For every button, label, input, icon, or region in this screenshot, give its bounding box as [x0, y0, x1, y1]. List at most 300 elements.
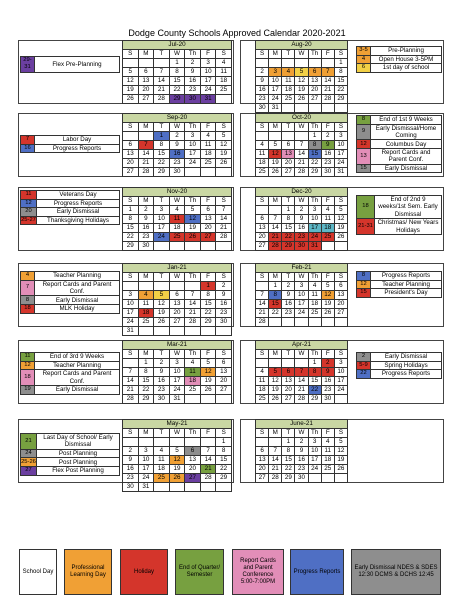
- day-cell: 4: [154, 447, 170, 456]
- day-cell: 13: [256, 456, 269, 465]
- day-cell: 20: [308, 86, 321, 95]
- legend-date: 21-31: [357, 219, 375, 235]
- day-cell: 28: [321, 95, 334, 104]
- legend-date: 25-26: [21, 458, 36, 465]
- day-cell: 13: [216, 368, 232, 377]
- day-cell: 17: [123, 309, 139, 318]
- day-cell: 4: [321, 206, 334, 215]
- day-cell: 7: [216, 206, 232, 215]
- day-cell: 19: [169, 465, 185, 474]
- day-cell: 13: [138, 77, 154, 86]
- day-cell: 27: [216, 386, 232, 395]
- day-cell: [154, 327, 170, 336]
- day-cell: 1: [154, 132, 170, 141]
- key-swatch: School Day: [19, 549, 57, 595]
- day-cell: 9: [216, 291, 232, 300]
- legend-label: Teacher Planning: [35, 361, 120, 370]
- day-cell: 8: [334, 68, 347, 77]
- legend-date: 4: [357, 55, 371, 64]
- day-cell: 15: [334, 77, 347, 86]
- day-cell: 7: [123, 368, 139, 377]
- day-cell: 17: [308, 456, 321, 465]
- day-cell: 10: [334, 368, 347, 377]
- day-cell: 9: [256, 77, 269, 86]
- legend-label: End of 1st 9 Weeks: [371, 116, 442, 125]
- month-name: Apr-21: [256, 341, 348, 350]
- day-cell: [200, 327, 216, 336]
- day-cell: 18: [282, 86, 295, 95]
- day-cell: 10: [123, 300, 139, 309]
- weekday-header: F: [321, 273, 334, 282]
- weekday-header: S: [123, 350, 139, 359]
- weekday-header: S: [334, 123, 347, 132]
- day-cell: [282, 59, 295, 68]
- weekday-header: F: [321, 123, 334, 132]
- day-cell: [308, 474, 321, 483]
- day-cell: 6: [123, 141, 139, 150]
- day-cell: 23: [169, 159, 185, 168]
- weekday-header: Th: [185, 197, 201, 206]
- day-cell: 10: [200, 68, 216, 77]
- day-cell: [169, 483, 185, 492]
- month-calendar: [255, 113, 348, 177]
- weekday-header: M: [269, 429, 282, 438]
- weekday-header: S: [256, 429, 269, 438]
- day-cell: 12: [295, 77, 308, 86]
- day-cell: 8: [169, 68, 185, 77]
- day-cell: 16: [295, 456, 308, 465]
- legend-date: 11: [21, 353, 35, 362]
- weekday-header: W: [295, 350, 308, 359]
- weekday-header: Th: [308, 273, 321, 282]
- legend-table: [356, 46, 442, 73]
- day-cell: 25: [216, 86, 232, 95]
- legend-date: 8: [21, 296, 35, 305]
- day-cell: 15: [282, 456, 295, 465]
- day-cell: [169, 327, 185, 336]
- weekday-header: W: [169, 197, 185, 206]
- day-cell: [138, 327, 154, 336]
- day-cell: 26: [321, 309, 334, 318]
- day-cell: [295, 318, 308, 327]
- day-cell: 5: [321, 282, 334, 291]
- day-cell: 29: [154, 168, 170, 177]
- day-cell: 12: [216, 141, 232, 150]
- day-cell: 24: [138, 474, 154, 483]
- day-cell: 26: [334, 465, 347, 474]
- day-cell: 3: [185, 132, 201, 141]
- weekday-header: S: [334, 273, 347, 282]
- day-cell: 21: [269, 465, 282, 474]
- day-cell: 21: [295, 386, 308, 395]
- day-cell: 18: [138, 309, 154, 318]
- day-cell: 5: [185, 206, 201, 215]
- day-cell: 2: [256, 68, 269, 77]
- day-cell: 6: [200, 206, 216, 215]
- day-cell: 19: [321, 300, 334, 309]
- day-cell: 26: [169, 474, 185, 483]
- day-cell: 3: [138, 447, 154, 456]
- day-cell: 22: [138, 386, 154, 395]
- month-name: Mar-21: [123, 341, 232, 350]
- day-cell: 27: [123, 168, 139, 177]
- day-cell: 5: [216, 132, 232, 141]
- key-swatch: Holiday: [120, 549, 168, 595]
- day-cell: 13: [256, 224, 269, 233]
- weekday-header: W: [295, 273, 308, 282]
- day-cell: 21: [216, 224, 232, 233]
- day-cell: 19: [216, 150, 232, 159]
- day-cell: 16: [169, 150, 185, 159]
- day-cell: 21: [123, 386, 139, 395]
- day-cell: 10: [138, 456, 154, 465]
- weekday-header: S: [216, 123, 232, 132]
- day-cell: [216, 95, 232, 104]
- day-cell: 20: [169, 309, 185, 318]
- weekday-header: F: [200, 350, 216, 359]
- legend-label: Christmas/ New Years Holidays: [375, 219, 442, 235]
- day-cell: 17: [334, 377, 347, 386]
- day-cell: 24: [169, 386, 185, 395]
- day-cell: 25: [200, 159, 216, 168]
- day-cell: [256, 59, 269, 68]
- day-cell: 2: [154, 359, 170, 368]
- legend-label: Report Cards and Parent Conf.: [35, 370, 120, 386]
- day-cell: 6: [282, 368, 295, 377]
- day-cell: 12: [269, 150, 282, 159]
- weekday-header: W: [169, 273, 185, 282]
- legend-date: 18: [357, 196, 375, 219]
- day-cell: 26: [123, 95, 139, 104]
- day-cell: 12: [154, 300, 170, 309]
- weekday-header: F: [321, 429, 334, 438]
- day-cell: [256, 359, 269, 368]
- legend-table: [356, 115, 442, 173]
- day-cell: 11: [154, 456, 170, 465]
- weekday-header: Th: [308, 350, 321, 359]
- day-cell: 28: [295, 168, 308, 177]
- weekday-header: Th: [185, 429, 201, 438]
- weekday-header: S: [123, 429, 139, 438]
- day-cell: [282, 132, 295, 141]
- day-cell: [216, 327, 232, 336]
- day-cell: 26: [269, 168, 282, 177]
- day-cell: 27: [308, 95, 321, 104]
- weekday-header: Th: [308, 197, 321, 206]
- day-cell: 31: [308, 242, 321, 251]
- day-cell: 8: [154, 141, 170, 150]
- day-cell: 30: [169, 168, 185, 177]
- legend-date: 12: [357, 280, 371, 289]
- day-cell: [321, 318, 334, 327]
- day-cell: 15: [154, 150, 170, 159]
- month-name: Nov-20: [123, 188, 232, 197]
- day-cell: 9: [154, 368, 170, 377]
- day-cell: 13: [282, 377, 295, 386]
- day-cell: 24: [200, 86, 216, 95]
- day-cell: 4: [200, 132, 216, 141]
- weekday-header: S: [123, 273, 139, 282]
- legend-date: 12: [357, 140, 371, 149]
- day-cell: 20: [256, 465, 269, 474]
- day-cell: 31: [269, 104, 282, 113]
- weekday-header: S: [123, 197, 139, 206]
- day-cell: 25: [185, 386, 201, 395]
- day-cell: 24: [308, 465, 321, 474]
- day-cell: 11: [256, 377, 269, 386]
- day-cell: 15: [282, 224, 295, 233]
- day-cell: 8: [282, 447, 295, 456]
- day-cell: 23: [138, 233, 154, 242]
- day-cell: 17: [185, 150, 201, 159]
- weekday-header: M: [138, 429, 154, 438]
- day-cell: 3: [295, 282, 308, 291]
- day-cell: 26: [295, 95, 308, 104]
- day-cell: 10: [269, 77, 282, 86]
- day-cell: 28: [138, 168, 154, 177]
- weekday-header: T: [282, 429, 295, 438]
- weekday-header: S: [216, 429, 232, 438]
- day-cell: 29: [308, 168, 321, 177]
- day-cell: 4: [185, 359, 201, 368]
- day-cell: [308, 318, 321, 327]
- day-cell: 10: [334, 141, 347, 150]
- month-name: June-21: [256, 420, 348, 429]
- legend-table: [20, 433, 120, 476]
- legend-table: [20, 271, 120, 314]
- weekday-header: W: [295, 429, 308, 438]
- day-cell: 5: [269, 368, 282, 377]
- day-cell: 14: [216, 215, 232, 224]
- day-cell: 12: [321, 291, 334, 300]
- day-cell: 14: [138, 150, 154, 159]
- day-cell: 25: [256, 168, 269, 177]
- day-cell: 8: [138, 368, 154, 377]
- day-cell: 17: [295, 300, 308, 309]
- weekday-header: Th: [308, 123, 321, 132]
- weekday-header: S: [256, 197, 269, 206]
- day-cell: 10: [169, 368, 185, 377]
- weekday-header: T: [282, 50, 295, 59]
- day-cell: 19: [154, 309, 170, 318]
- day-cell: 16: [185, 77, 201, 86]
- weekday-header: M: [138, 123, 154, 132]
- day-cell: 30: [123, 483, 139, 492]
- legend-label: Progress Reports: [371, 370, 442, 379]
- weekday-header: Th: [185, 273, 201, 282]
- day-cell: 6: [138, 68, 154, 77]
- day-cell: [321, 242, 334, 251]
- weekday-header: S: [334, 429, 347, 438]
- legend-label: Columbus Day: [371, 140, 442, 149]
- month-name: Feb-21: [256, 264, 348, 273]
- legend-label: Progress Reports: [37, 199, 120, 208]
- day-cell: 14: [269, 456, 282, 465]
- day-cell: 24: [269, 95, 282, 104]
- weekday-header: F: [321, 197, 334, 206]
- day-cell: [295, 104, 308, 113]
- day-cell: 27: [282, 168, 295, 177]
- weekday-header: Th: [185, 350, 201, 359]
- day-cell: 11: [216, 68, 232, 77]
- weekday-header: S: [123, 123, 139, 132]
- day-cell: 5: [334, 438, 347, 447]
- day-cell: 8: [308, 368, 321, 377]
- key-swatch: Professional Learning Day: [64, 549, 112, 595]
- day-cell: 9: [321, 368, 334, 377]
- day-cell: 5: [123, 68, 139, 77]
- day-cell: 20: [334, 300, 347, 309]
- legend-label: Early Dismissal: [37, 208, 120, 217]
- day-cell: 13: [308, 77, 321, 86]
- day-cell: 7: [154, 68, 170, 77]
- day-cell: 28: [123, 395, 139, 404]
- day-cell: 2: [185, 59, 201, 68]
- day-cell: [321, 474, 334, 483]
- day-cell: 23: [216, 309, 232, 318]
- day-cell: [138, 132, 154, 141]
- day-cell: 17: [200, 77, 216, 86]
- weekday-header: S: [216, 350, 232, 359]
- legend-label: Pre-Planning: [371, 47, 442, 56]
- day-cell: 27: [334, 309, 347, 318]
- day-cell: [295, 132, 308, 141]
- day-cell: 21: [321, 86, 334, 95]
- day-cell: 30: [216, 318, 232, 327]
- weekday-header: T: [154, 429, 170, 438]
- legend-date: 11: [21, 191, 37, 200]
- day-cell: [154, 242, 170, 251]
- month-calendar: [122, 263, 232, 336]
- legend-table: [356, 195, 442, 235]
- month-name: Aug-20: [256, 41, 348, 50]
- day-cell: [216, 395, 232, 404]
- day-cell: 13: [185, 456, 201, 465]
- day-cell: 15: [269, 300, 282, 309]
- day-cell: 24: [334, 159, 347, 168]
- day-cell: 3: [200, 59, 216, 68]
- legend-label: Teacher Planning: [35, 272, 120, 281]
- day-cell: 19: [269, 159, 282, 168]
- day-cell: 22: [282, 465, 295, 474]
- legend-label: 1st day of school: [371, 64, 442, 73]
- day-cell: 9: [123, 456, 139, 465]
- weekday-header: M: [269, 350, 282, 359]
- weekday-header: S: [334, 350, 347, 359]
- day-cell: [154, 483, 170, 492]
- day-cell: 29: [200, 318, 216, 327]
- day-cell: [138, 438, 154, 447]
- day-cell: 28: [216, 233, 232, 242]
- legend-date: 25-27: [21, 216, 36, 223]
- weekday-header: T: [282, 273, 295, 282]
- day-cell: 1: [123, 206, 139, 215]
- day-cell: [269, 206, 282, 215]
- legend-date: 12: [21, 199, 37, 208]
- month-calendar: [255, 340, 348, 404]
- day-cell: [185, 438, 201, 447]
- day-cell: [185, 282, 201, 291]
- day-cell: 21: [154, 86, 170, 95]
- legend-date: 22: [357, 370, 371, 379]
- weekday-header: F: [200, 273, 216, 282]
- month-calendar: [255, 187, 348, 251]
- day-cell: [123, 438, 139, 447]
- day-cell: 11: [256, 150, 269, 159]
- day-cell: 30: [185, 95, 201, 104]
- day-cell: 7: [256, 291, 269, 300]
- legend-date: 19: [21, 386, 35, 395]
- day-cell: [200, 168, 216, 177]
- day-cell: 9: [169, 141, 185, 150]
- day-cell: 14: [295, 150, 308, 159]
- legend-date: 15: [357, 164, 371, 173]
- day-cell: 30: [256, 104, 269, 113]
- day-cell: 31: [334, 168, 347, 177]
- day-cell: [169, 438, 185, 447]
- day-cell: 18: [256, 159, 269, 168]
- day-cell: 9: [295, 215, 308, 224]
- weekday-header: T: [282, 197, 295, 206]
- legend-table: [20, 190, 120, 225]
- day-cell: 10: [308, 215, 321, 224]
- weekday-header: F: [321, 50, 334, 59]
- month-calendar: [122, 40, 232, 104]
- day-cell: 9: [321, 141, 334, 150]
- day-cell: 16: [282, 300, 295, 309]
- legend-date: 8: [357, 272, 371, 281]
- day-cell: 23: [295, 233, 308, 242]
- day-cell: 2: [295, 438, 308, 447]
- day-cell: 6: [334, 282, 347, 291]
- weekday-header: S: [334, 50, 347, 59]
- day-cell: 13: [334, 291, 347, 300]
- weekday-header: S: [216, 50, 232, 59]
- day-cell: 16: [256, 86, 269, 95]
- day-cell: [282, 359, 295, 368]
- day-cell: [256, 206, 269, 215]
- day-cell: 12: [269, 377, 282, 386]
- day-cell: 8: [200, 291, 216, 300]
- day-cell: 23: [256, 95, 269, 104]
- day-cell: 29: [169, 95, 185, 104]
- weekday-header: M: [269, 123, 282, 132]
- day-cell: [321, 104, 334, 113]
- day-cell: 26: [200, 386, 216, 395]
- day-cell: 13: [200, 215, 216, 224]
- legend-label: Flex Pre-Planning: [35, 57, 120, 73]
- legend-date: 8: [357, 116, 371, 125]
- day-cell: 7: [185, 291, 201, 300]
- day-cell: 9: [138, 215, 154, 224]
- day-cell: 7: [200, 447, 216, 456]
- day-cell: 29: [123, 242, 139, 251]
- weekday-header: S: [256, 273, 269, 282]
- day-cell: 22: [169, 86, 185, 95]
- weekday-header: F: [200, 429, 216, 438]
- day-cell: 6: [185, 447, 201, 456]
- day-cell: 22: [334, 86, 347, 95]
- day-cell: 4: [308, 282, 321, 291]
- day-cell: 18: [169, 224, 185, 233]
- day-cell: 7: [269, 215, 282, 224]
- day-cell: 7: [295, 141, 308, 150]
- day-cell: 3: [154, 206, 170, 215]
- day-cell: 2: [282, 282, 295, 291]
- day-cell: 15: [123, 224, 139, 233]
- day-cell: 31: [123, 327, 139, 336]
- day-cell: [185, 327, 201, 336]
